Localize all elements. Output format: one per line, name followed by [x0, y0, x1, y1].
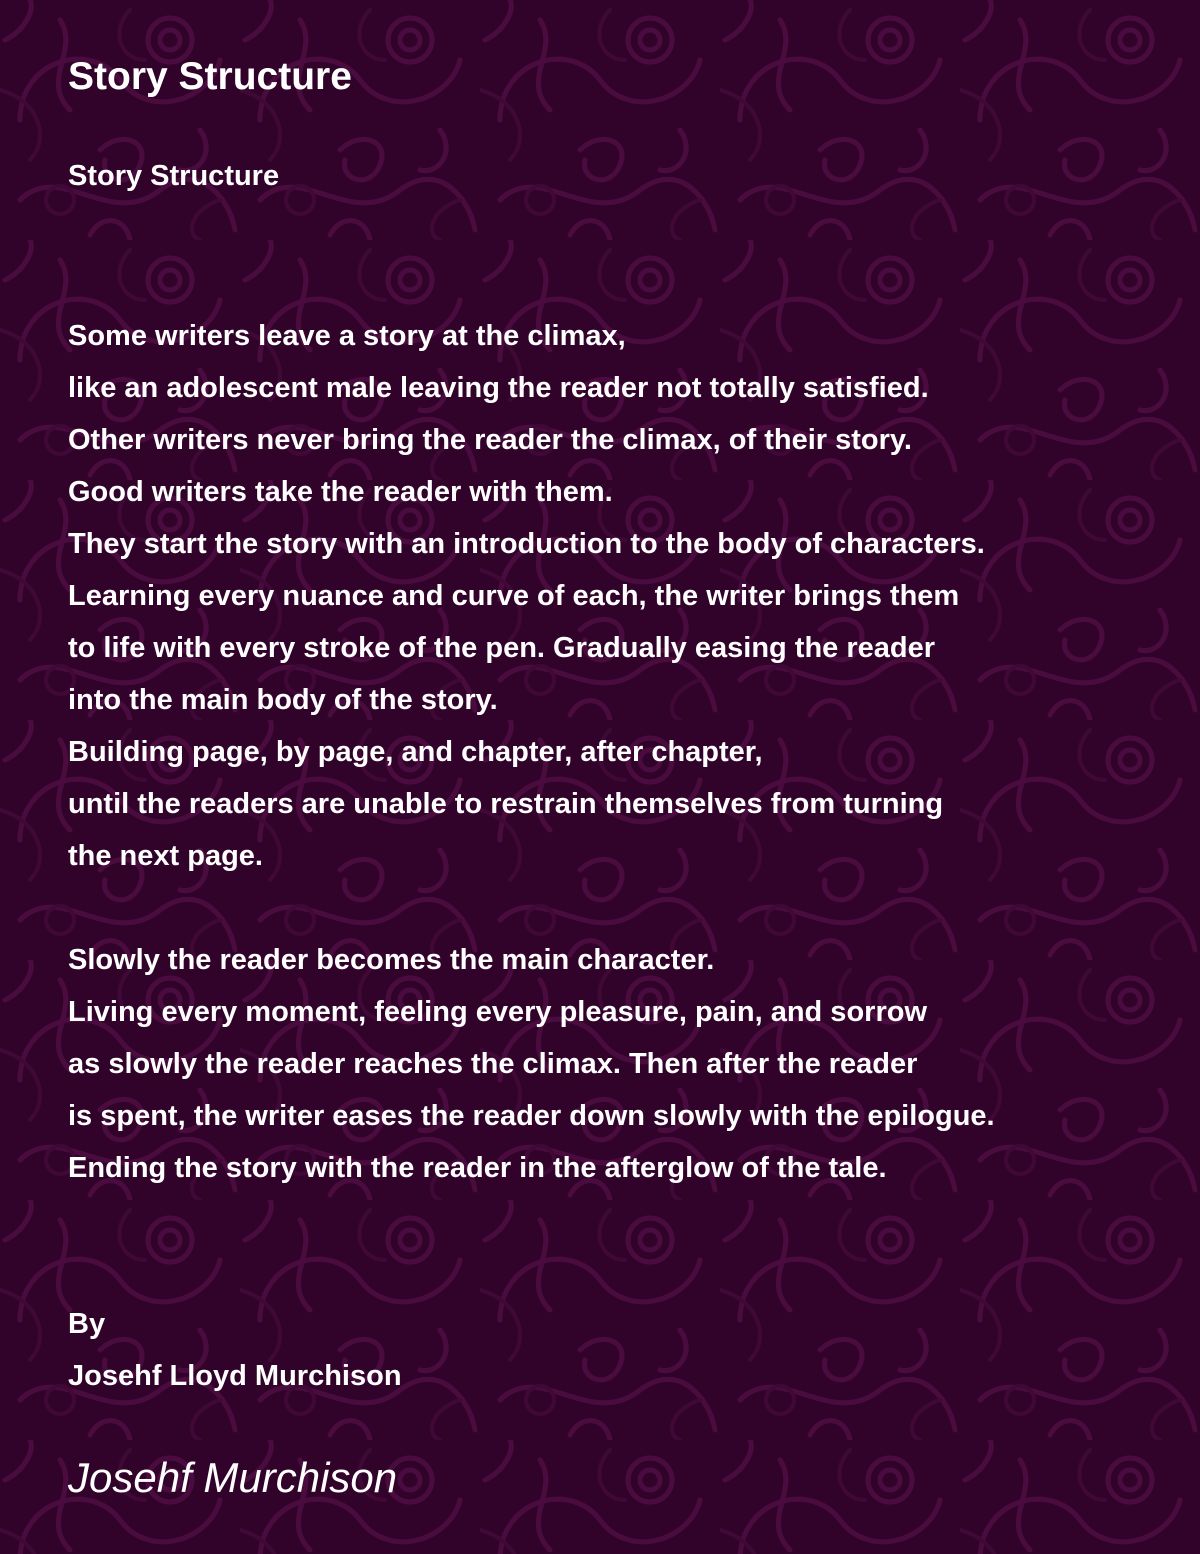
poem-line: into the main body of the story.	[68, 684, 498, 716]
stanza-break	[68, 882, 995, 934]
poem-subtitle: Story Structure	[68, 160, 280, 192]
poem-line: is spent, the writer eases the reader down slowly with the epilogue.	[68, 1100, 995, 1132]
page-title: Story Structure	[68, 55, 352, 98]
poem-line: to life with every stroke of the pen. Gradually easing the reader	[68, 632, 936, 664]
poem-line: They start the story with an introduction to the body of characters.	[68, 528, 985, 560]
poem-line: until the readers are unable to restrain themselves from turning	[68, 788, 944, 820]
poem-line: as slowly the reader reaches the climax. Then after the reader	[68, 1048, 918, 1080]
poem-line: Ending the story with the reader in the afterglow of the tale.	[68, 1152, 887, 1184]
poem-line: Building page, by page, and chapter, after chapter,	[68, 736, 763, 768]
by-label: By	[68, 1308, 106, 1340]
poem-line: the next page.	[68, 840, 263, 872]
poem-line: Other writers never bring the reader the climax, of their story.	[68, 424, 912, 456]
author-name: Josehf Lloyd Murchison	[68, 1360, 402, 1392]
poem-line: like an adolescent male leaving the reader not totally satisfied.	[68, 372, 929, 404]
poem-line: Living every moment, feeling every pleasure, pain, and sorrow	[68, 996, 927, 1028]
poem-line: Learning every nuance and curve of each, the writer brings them	[68, 580, 960, 612]
poem-line: Good writers take the reader with them.	[68, 476, 613, 508]
poem-line: Some writers leave a story at the climax,	[68, 320, 626, 352]
poem-line: Slowly the reader becomes the main character.	[68, 944, 715, 976]
poem-body	[68, 310, 995, 1194]
author-signature: Josehf Murchison	[68, 1454, 398, 1501]
